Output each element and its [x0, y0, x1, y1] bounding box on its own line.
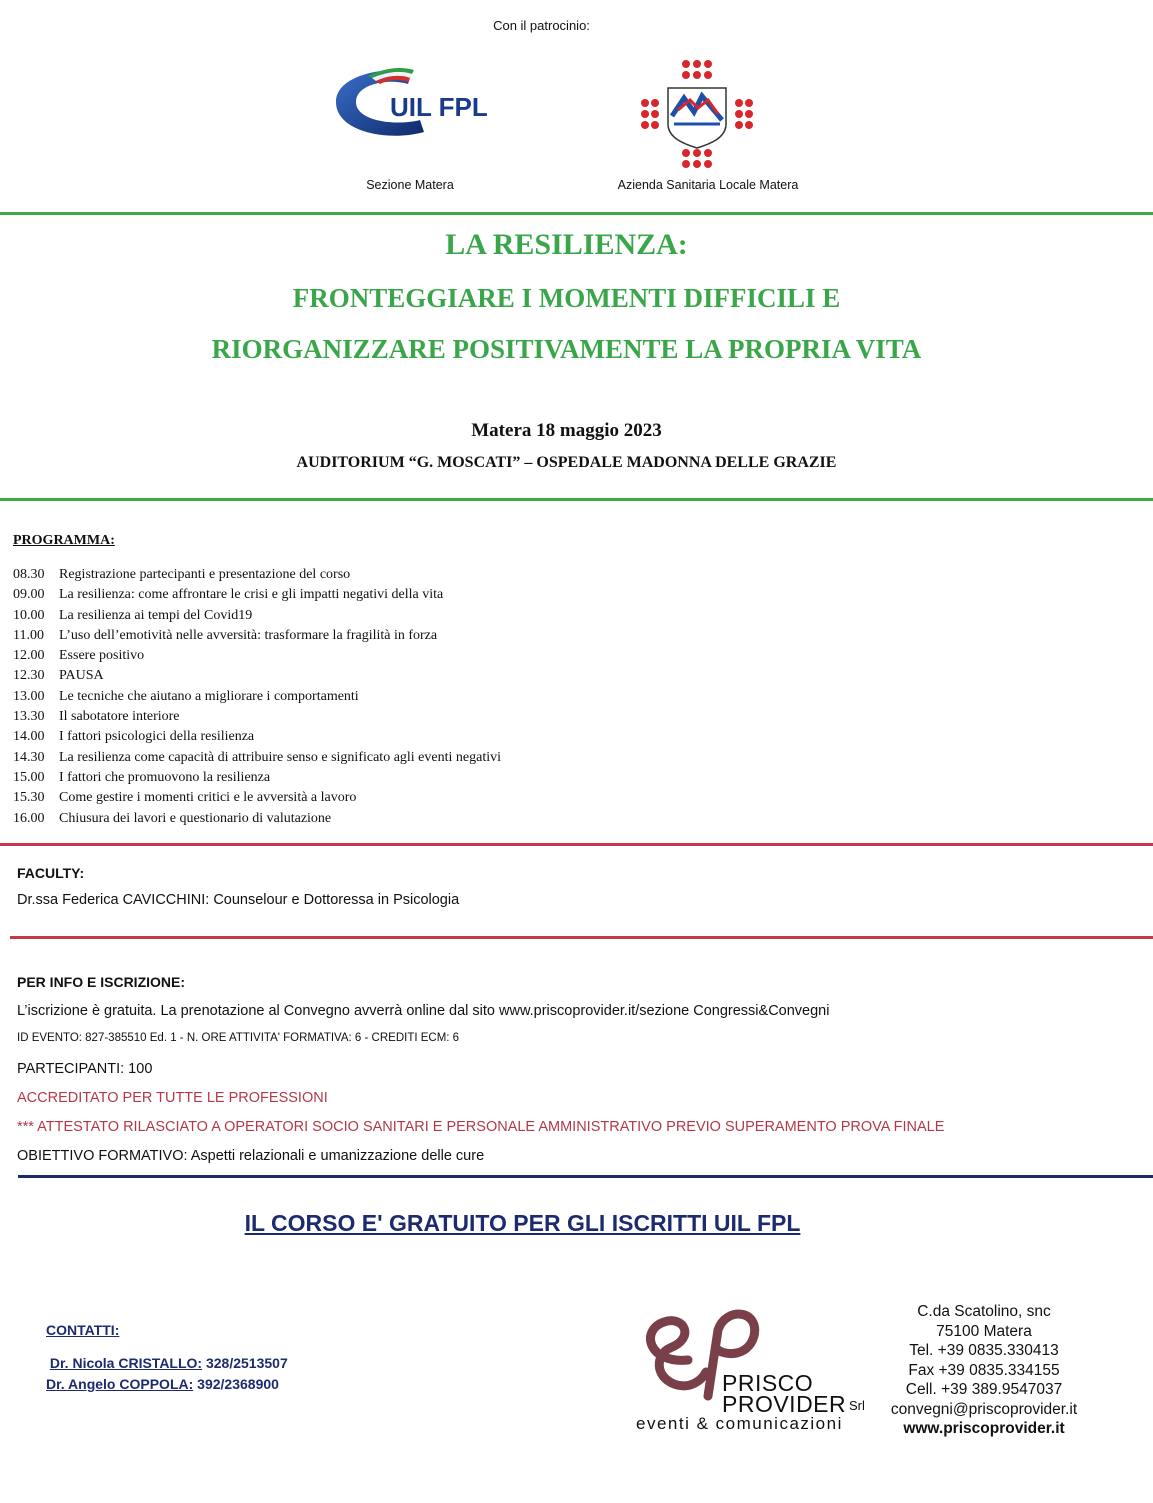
program-text: Come gestire i momenti critici e le avversità a lavoro [59, 790, 357, 806]
asl-caption: Azienda Sanitaria Locale Matera [617, 178, 799, 192]
program-item [13, 646, 501, 666]
contact-name: Dr. Nicola CRISTALLO: [49, 1355, 203, 1371]
provider-tagline: eventi & comunicazioni [636, 1414, 843, 1433]
program-text: Chiusura dei lavori e questionario di valutazione [59, 810, 332, 826]
divider-red-top [0, 843, 1153, 846]
participants-info: PARTECIPANTI: 100 [17, 1061, 153, 1077]
program-item [13, 666, 501, 686]
program-text: I fattori che promuovono la resilienza [59, 769, 271, 785]
program-text: Il sabotatore interiore [59, 709, 180, 725]
event-date: Matera 18 maggio 2023 [471, 420, 662, 441]
title-line-1: LA RESILIENZA: [445, 228, 688, 261]
contact-phone[interactable]: 392/2368900 [197, 1376, 279, 1392]
uil-logo-text: UIL FPL [390, 92, 488, 122]
program-item [13, 809, 501, 829]
provider-name-line-1: PRISCO [722, 1370, 814, 1396]
provider-name-line-2: PROVIDER [722, 1391, 847, 1417]
program-item [13, 626, 501, 646]
program-time: 10.00 [13, 607, 45, 623]
program-time: 14.30 [13, 749, 45, 765]
divider-green-bottom [0, 498, 1153, 501]
provider-fax: Fax +39 0835.334155 [908, 1361, 1060, 1379]
objective-info: OBIETTIVO FORMATIVO: Aspetti relazionali e umanizzazione delle cure [17, 1148, 485, 1164]
contact-name: Dr. Angelo COPPOLA: [46, 1376, 194, 1392]
provider-address-block [884, 1302, 1084, 1439]
title-line-3: RIORGANIZZARE POSITIVAMENTE LA PROPRIA VITA [211, 334, 922, 364]
provider-address-1: C.da Scatolino, snc [917, 1303, 1051, 1320]
program-text: Essere positivo [59, 648, 145, 664]
program-item [13, 768, 501, 788]
divider-red-bottom [10, 936, 1153, 939]
program-text: La resilienza: come affrontare le crisi e gli impatti negativi della vita [59, 587, 444, 603]
program-list [13, 565, 501, 829]
asl-matera-logo [638, 58, 756, 170]
uil-fpl-logo [328, 62, 488, 142]
event-id-info: ID EVENTO: 827-385510 Ed. 1 - N. ORE ATTIVITA' FORMATIVA: 6 - CREDITI ECM: 6 [17, 1032, 460, 1044]
program-text: La resilienza come capacità di attribuire senso e significato agli eventi negativi [59, 749, 501, 765]
program-time: 15.00 [13, 769, 45, 785]
program-time: 15.30 [13, 790, 45, 806]
program-text: Registrazione partecipanti e presentazione del corso [59, 567, 351, 582]
program-time: 13.00 [13, 688, 45, 704]
uil-caption: Sezione Matera [366, 178, 454, 192]
accredited-info: ACCREDITATO PER TUTTE LE PROFESSIONI [17, 1090, 328, 1106]
program-item [13, 585, 501, 605]
contact-item [46, 1355, 288, 1371]
program-heading: PROGRAMMA: [13, 533, 115, 548]
program-time: 09.00 [13, 587, 45, 603]
contacts-heading: CONTATTI: [46, 1322, 120, 1338]
program-time: 11.00 [13, 627, 44, 643]
certificate-info: *** ATTESTATO RILASCIATO A OPERATORI SOCIO SANITARI E PERSONALE AMMINISTRATIVO PREVIO SUPERAMENTO PROVA FINALE [17, 1119, 945, 1135]
faculty-heading: FACULTY: [17, 865, 85, 881]
program-time: 08.30 [13, 567, 45, 582]
provider-website[interactable]: www.priscoprovider.it [903, 1420, 1065, 1437]
program-item [13, 707, 501, 727]
provider-address-2: 75100 Matera [936, 1322, 1032, 1340]
registration-info: L’iscrizione è gratuita. La prenotazione al Convegno avverrà online dal sito www.priscoprovider.it/sezione Congressi&Convegni [17, 1003, 830, 1019]
program-time: 16.00 [13, 810, 45, 826]
program-text: I fattori psicologici della resilienza [59, 729, 255, 745]
program-item [13, 687, 501, 707]
info-heading: PER INFO E ISCRIZIONE: [17, 974, 186, 990]
program-item [13, 727, 501, 747]
program-text: La resilienza ai tempi del Covid19 [59, 607, 253, 623]
program-text: PAUSA [59, 668, 104, 684]
program-text: Le tecniche che aiutano a migliorare i comportamenti [59, 688, 359, 704]
provider-suffix: Srl [849, 1398, 865, 1413]
program-time: 13.30 [13, 709, 45, 725]
divider-navy [18, 1175, 1153, 1178]
provider-tel: Tel. +39 0835.330413 [909, 1342, 1059, 1359]
program-item [13, 788, 501, 808]
program-text: L’uso dell’emotività nelle avversità: trasformare la fragilità in forza [59, 627, 438, 643]
faculty-member: Dr.ssa Federica CAVICCHINI: Counselour e Dottoressa in Psicologia [17, 892, 460, 908]
contact-item [46, 1376, 279, 1392]
divider-green-top [0, 212, 1153, 215]
event-venue: AUDITORIUM “G. MOSCATI” – OSPEDALE MADONNA DELLE GRAZIE [296, 454, 837, 471]
provider-email[interactable]: convegni@priscoprovider.it [890, 1400, 1078, 1418]
free-course-banner: IL CORSO E' GRATUITO PER GLI ISCRITTI UIL FPL [244, 1210, 801, 1236]
title-line-2: FRONTEGGIARE I MOMENTI DIFFICILI E [292, 283, 841, 313]
patronage-label: Con il patrocinio: [493, 18, 590, 33]
program-item [13, 565, 501, 585]
contact-phone[interactable]: 328/2513507 [205, 1355, 288, 1371]
program-time: 12.30 [13, 668, 45, 684]
program-item [13, 606, 501, 626]
program-time: 14.00 [13, 729, 45, 745]
program-item [13, 748, 501, 768]
provider-cell: Cell. +39 389.9547037 [905, 1381, 1063, 1398]
program-time: 12.00 [13, 648, 45, 664]
